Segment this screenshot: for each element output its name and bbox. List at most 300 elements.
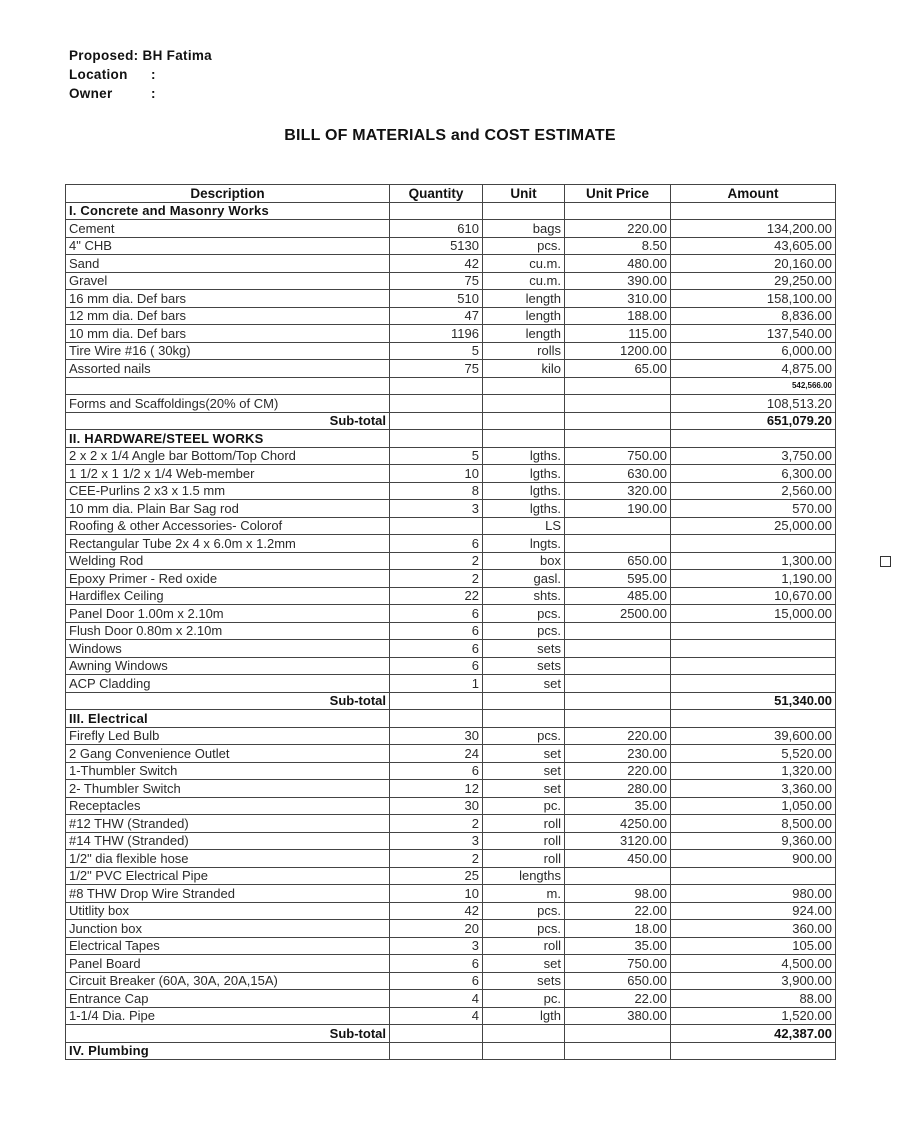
unit-price-cell (565, 430, 671, 448)
description-cell: Flush Door 0.80m x 2.10m (66, 622, 390, 640)
quantity-cell: 6 (390, 955, 483, 973)
unit-cell (483, 1042, 565, 1060)
amount-cell: 43,605.00 (671, 237, 836, 255)
unit-cell: pcs. (483, 622, 565, 640)
unit-cell: roll (483, 850, 565, 868)
unit-cell: pc. (483, 990, 565, 1008)
unit-cell: kilo (483, 360, 565, 378)
quantity-cell (390, 710, 483, 728)
unit-cell: set (483, 955, 565, 973)
proposed-value: BH Fatima (142, 48, 212, 63)
table-row (66, 465, 836, 483)
table-row (66, 990, 836, 1008)
unit-price-cell: 220.00 (565, 762, 671, 780)
table-row (66, 885, 836, 903)
table-row (66, 272, 836, 290)
section-row (66, 430, 836, 448)
amount-cell: 20,160.00 (671, 255, 836, 273)
unit-cell (483, 430, 565, 448)
quantity-cell: 6 (390, 640, 483, 658)
document-title: BILL OF MATERIALS and COST ESTIMATE (284, 127, 616, 144)
table-row (66, 780, 836, 798)
table-row (66, 727, 836, 745)
table-row (66, 675, 836, 693)
unit-cell: lengths (483, 867, 565, 885)
amount-cell: 42,387.00 (671, 1025, 836, 1043)
amount-cell: 570.00 (671, 500, 836, 518)
unit-price-cell: 595.00 (565, 570, 671, 588)
amount-cell: 3,750.00 (671, 447, 836, 465)
amount-cell: 980.00 (671, 885, 836, 903)
unit-price-cell: 650.00 (565, 972, 671, 990)
table-row (66, 342, 836, 360)
unit-cell: lgths. (483, 500, 565, 518)
unit-price-cell: 188.00 (565, 307, 671, 325)
unit-price-cell: 1200.00 (565, 342, 671, 360)
table-row (66, 587, 836, 605)
description-cell: Welding Rod (66, 552, 390, 570)
unit-cell: bags (483, 220, 565, 238)
quantity-cell: 3 (390, 832, 483, 850)
table-row (66, 745, 836, 763)
amount-cell: 158,100.00 (671, 290, 836, 308)
description-cell: Sand (66, 255, 390, 273)
unit-price-cell: 390.00 (565, 272, 671, 290)
amount-cell: 3,900.00 (671, 972, 836, 990)
amount-cell (671, 622, 836, 640)
unit-cell: pcs. (483, 237, 565, 255)
amount-cell: 9,360.00 (671, 832, 836, 850)
description-cell: Assorted nails (66, 360, 390, 378)
description-cell: 1 1/2 x 1 1/2 x 1/4 Web-member (66, 465, 390, 483)
table-row (66, 307, 836, 325)
table-row (66, 972, 836, 990)
unit-cell: set (483, 745, 565, 763)
unit-price-cell (565, 675, 671, 693)
amount-cell: 25,000.00 (671, 517, 836, 535)
description-cell: 1/2" dia flexible hose (66, 850, 390, 868)
unit-cell: lgths. (483, 447, 565, 465)
quantity-cell: 6 (390, 535, 483, 553)
unit-cell (483, 692, 565, 710)
description-cell: I. Concrete and Masonry Works (66, 202, 390, 220)
owner-separator: : (151, 86, 156, 101)
amount-cell: 51,340.00 (671, 692, 836, 710)
table-row (66, 920, 836, 938)
amount-cell: 39,600.00 (671, 727, 836, 745)
table-row (66, 447, 836, 465)
unit-price-cell: 115.00 (565, 325, 671, 343)
unit-cell: cu.m. (483, 255, 565, 273)
quantity-cell: 30 (390, 727, 483, 745)
amount-cell: 134,200.00 (671, 220, 836, 238)
table-row (66, 640, 836, 658)
amount-cell (671, 710, 836, 728)
unit-price-cell (565, 640, 671, 658)
quantity-cell: 47 (390, 307, 483, 325)
amount-cell: 10,670.00 (671, 587, 836, 605)
table-row (66, 290, 836, 308)
amount-cell: 29,250.00 (671, 272, 836, 290)
description-cell: Rectangular Tube 2x 4 x 6.0m x 1.2mm (66, 535, 390, 553)
unit-cell: gasl. (483, 570, 565, 588)
amount-cell: 2,560.00 (671, 482, 836, 500)
unit-cell: pcs. (483, 727, 565, 745)
section-row (66, 710, 836, 728)
quantity-cell (390, 202, 483, 220)
table-row (66, 255, 836, 273)
subtotal-row (66, 412, 836, 430)
amount-cell: 542,566.00 (671, 377, 836, 395)
quantity-cell: 75 (390, 272, 483, 290)
table-row (66, 850, 836, 868)
amount-cell (671, 640, 836, 658)
description-cell: Hardiflex Ceiling (66, 587, 390, 605)
table-body (66, 202, 836, 1060)
unit-price-cell: 98.00 (565, 885, 671, 903)
unit-price-cell: 320.00 (565, 482, 671, 500)
unit-price-cell (565, 692, 671, 710)
quantity-cell (390, 412, 483, 430)
unit-price-cell: 650.00 (565, 552, 671, 570)
amount-cell: 137,540.00 (671, 325, 836, 343)
unit-price-cell (565, 1042, 671, 1060)
unit-price-cell (565, 202, 671, 220)
unit-cell: rolls (483, 342, 565, 360)
amount-cell: 105.00 (671, 937, 836, 955)
amount-cell: 15,000.00 (671, 605, 836, 623)
quantity-cell: 3 (390, 500, 483, 518)
description-cell: 2- Thumbler Switch (66, 780, 390, 798)
unit-cell: box (483, 552, 565, 570)
description-cell: Sub-total (66, 1025, 390, 1043)
owner-label: Owner (69, 86, 113, 101)
unit-price-cell: 750.00 (565, 955, 671, 973)
table-row (66, 325, 836, 343)
quantity-cell: 5 (390, 342, 483, 360)
unit-cell: lgths. (483, 465, 565, 483)
quantity-cell: 20 (390, 920, 483, 938)
quantity-cell: 3 (390, 937, 483, 955)
amount-cell (671, 657, 836, 675)
unit-price-cell: 480.00 (565, 255, 671, 273)
unit-cell: m. (483, 885, 565, 903)
quantity-cell: 5 (390, 447, 483, 465)
description-cell: #12 THW (Stranded) (66, 815, 390, 833)
description-cell: 12 mm dia. Def bars (66, 307, 390, 325)
unit-price-cell: 750.00 (565, 447, 671, 465)
unit-price-cell: 280.00 (565, 780, 671, 798)
description-cell: #8 THW Drop Wire Stranded (66, 885, 390, 903)
unit-cell: roll (483, 832, 565, 850)
table-row (66, 867, 836, 885)
description-cell: Utitlity box (66, 902, 390, 920)
quantity-cell (390, 430, 483, 448)
table-row (66, 552, 836, 570)
quantity-cell: 510 (390, 290, 483, 308)
quantity-cell: 75 (390, 360, 483, 378)
unit-cell: length (483, 325, 565, 343)
unit-cell (483, 395, 565, 413)
unit-cell (483, 1025, 565, 1043)
amount-cell: 8,500.00 (671, 815, 836, 833)
description-cell: 4" CHB (66, 237, 390, 255)
amount-cell (671, 535, 836, 553)
description-cell: Panel Board (66, 955, 390, 973)
description-cell: Forms and Scaffoldings(20% of CM) (66, 395, 390, 413)
unit-price-cell: 4250.00 (565, 815, 671, 833)
unit-price-cell (565, 867, 671, 885)
amount-cell: 4,500.00 (671, 955, 836, 973)
unit-cell (483, 710, 565, 728)
unit-price-cell: 35.00 (565, 937, 671, 955)
unit-price-cell (565, 622, 671, 640)
description-cell: Tire Wire #16 ( 30kg) (66, 342, 390, 360)
description-cell: 10 mm dia. Def bars (66, 325, 390, 343)
amount-cell (671, 1042, 836, 1060)
description-cell: Roofing & other Accessories- Colorof (66, 517, 390, 535)
quantity-cell: 10 (390, 885, 483, 903)
description-cell: CEE-Purlins 2 x3 x 1.5 mm (66, 482, 390, 500)
quantity-cell: 2 (390, 850, 483, 868)
quantity-cell: 6 (390, 622, 483, 640)
description-cell: ACP Cladding (66, 675, 390, 693)
location-separator: : (151, 67, 156, 82)
table-row (66, 570, 836, 588)
unit-price-cell: 220.00 (565, 727, 671, 745)
unit-cell (483, 202, 565, 220)
amount-cell: 3,360.00 (671, 780, 836, 798)
description-cell (66, 377, 390, 395)
quantity-cell: 6 (390, 762, 483, 780)
unit-price-cell: 22.00 (565, 990, 671, 1008)
unit-price-cell (565, 412, 671, 430)
description-cell: 2 Gang Convenience Outlet (66, 745, 390, 763)
quantity-cell: 42 (390, 902, 483, 920)
description-cell: 1-1/4 Dia. Pipe (66, 1007, 390, 1025)
location-line (69, 65, 212, 84)
unit-cell: sets (483, 972, 565, 990)
unit-cell: lgth (483, 1007, 565, 1025)
checkbox[interactable] (880, 556, 891, 567)
quantity-cell: 1 (390, 675, 483, 693)
table-row (66, 237, 836, 255)
quantity-cell: 5130 (390, 237, 483, 255)
description-cell: Panel Door 1.00m x 2.10m (66, 605, 390, 623)
quantity-cell: 24 (390, 745, 483, 763)
description-cell: Sub-total (66, 412, 390, 430)
description-cell: Cement (66, 220, 390, 238)
unit-price-cell: 8.50 (565, 237, 671, 255)
description-cell: Receptacles (66, 797, 390, 815)
unit-price-cell: 22.00 (565, 902, 671, 920)
table-row (66, 937, 836, 955)
quantity-cell: 1196 (390, 325, 483, 343)
quantity-cell (390, 395, 483, 413)
quantity-cell: 2 (390, 570, 483, 588)
unit-cell: length (483, 307, 565, 325)
unit-cell: sets (483, 657, 565, 675)
quantity-cell: 4 (390, 1007, 483, 1025)
table-row (66, 657, 836, 675)
quantity-cell: 6 (390, 657, 483, 675)
amount-cell: 651,079.20 (671, 412, 836, 430)
unit-price-cell: 65.00 (565, 360, 671, 378)
table-row (66, 955, 836, 973)
unit-cell: length (483, 290, 565, 308)
unit-price-cell (565, 517, 671, 535)
amount-cell (671, 430, 836, 448)
unit-cell: pcs. (483, 605, 565, 623)
quantity-cell: 42 (390, 255, 483, 273)
unit-price-cell: 230.00 (565, 745, 671, 763)
unit-price-cell (565, 535, 671, 553)
table-row (66, 395, 836, 413)
unit-cell: pcs. (483, 920, 565, 938)
table-row (66, 797, 836, 815)
description-cell: Sub-total (66, 692, 390, 710)
quantity-cell: 610 (390, 220, 483, 238)
table-row (66, 815, 836, 833)
quantity-cell: 2 (390, 815, 483, 833)
unit-price-cell (565, 710, 671, 728)
description-cell: II. HARDWARE/STEEL WORKS (66, 430, 390, 448)
unit-price-cell: 220.00 (565, 220, 671, 238)
table-row (66, 500, 836, 518)
unit-price-cell: 485.00 (565, 587, 671, 605)
total-row (66, 377, 836, 395)
description-cell: Junction box (66, 920, 390, 938)
proposed-label: Proposed: (69, 48, 139, 63)
description-cell: 10 mm dia. Plain Bar Sag rod (66, 500, 390, 518)
unit-cell: set (483, 780, 565, 798)
amount-cell: 360.00 (671, 920, 836, 938)
quantity-cell: 2 (390, 552, 483, 570)
unit-price-cell: 35.00 (565, 797, 671, 815)
table-row (66, 1007, 836, 1025)
unit-price-cell (565, 657, 671, 675)
unit-price-cell: 380.00 (565, 1007, 671, 1025)
description-cell: 16 mm dia. Def bars (66, 290, 390, 308)
quantity-cell: 10 (390, 465, 483, 483)
description-cell: Gravel (66, 272, 390, 290)
quantity-cell: 6 (390, 605, 483, 623)
table-row (66, 605, 836, 623)
unit-price-cell (565, 1025, 671, 1043)
description-cell: Entrance Cap (66, 990, 390, 1008)
amount-cell (671, 867, 836, 885)
amount-cell: 108,513.20 (671, 395, 836, 413)
quantity-cell (390, 517, 483, 535)
description-cell: Awning Windows (66, 657, 390, 675)
unit-cell: pc. (483, 797, 565, 815)
amount-cell: 1,300.00 (671, 552, 836, 570)
unit-cell: set (483, 762, 565, 780)
quantity-cell (390, 1025, 483, 1043)
bill-of-materials-table (65, 184, 836, 1060)
table-row (66, 622, 836, 640)
amount-cell: 5,520.00 (671, 745, 836, 763)
unit-cell: LS (483, 517, 565, 535)
description-cell: III. Electrical (66, 710, 390, 728)
amount-cell: 1,320.00 (671, 762, 836, 780)
column-header-unit-price: Unit Price (565, 185, 671, 203)
amount-cell (671, 202, 836, 220)
unit-cell: lgths. (483, 482, 565, 500)
description-cell: Windows (66, 640, 390, 658)
unit-price-cell: 630.00 (565, 465, 671, 483)
subtotal-row (66, 692, 836, 710)
amount-cell: 924.00 (671, 902, 836, 920)
unit-price-cell (565, 377, 671, 395)
quantity-cell (390, 1042, 483, 1060)
amount-cell: 1,190.00 (671, 570, 836, 588)
amount-cell: 1,520.00 (671, 1007, 836, 1025)
amount-cell: 6,300.00 (671, 465, 836, 483)
column-header-amount: Amount (671, 185, 836, 203)
description-cell: Circuit Breaker (60A, 30A, 20A,15A) (66, 972, 390, 990)
table-row (66, 482, 836, 500)
quantity-cell: 25 (390, 867, 483, 885)
table-row (66, 220, 836, 238)
proposed-line (69, 46, 212, 65)
amount-cell: 88.00 (671, 990, 836, 1008)
amount-cell: 8,836.00 (671, 307, 836, 325)
table-row (66, 832, 836, 850)
quantity-cell: 4 (390, 990, 483, 1008)
section-row (66, 1042, 836, 1060)
unit-cell (483, 412, 565, 430)
quantity-cell (390, 692, 483, 710)
quantity-cell: 8 (390, 482, 483, 500)
amount-cell: 900.00 (671, 850, 836, 868)
amount-cell (671, 675, 836, 693)
unit-price-cell: 3120.00 (565, 832, 671, 850)
unit-price-cell (565, 395, 671, 413)
unit-cell: sets (483, 640, 565, 658)
description-cell: Firefly Led Bulb (66, 727, 390, 745)
table-row (66, 535, 836, 553)
unit-cell: shts. (483, 587, 565, 605)
unit-price-cell: 2500.00 (565, 605, 671, 623)
subtotal-row (66, 1025, 836, 1043)
description-cell: 1-Thumbler Switch (66, 762, 390, 780)
unit-price-cell: 310.00 (565, 290, 671, 308)
table-row (66, 517, 836, 535)
description-cell: Epoxy Primer - Red oxide (66, 570, 390, 588)
table-row (66, 762, 836, 780)
document-header (69, 46, 212, 103)
unit-cell: roll (483, 815, 565, 833)
owner-line (69, 84, 212, 103)
unit-cell: lngts. (483, 535, 565, 553)
column-header-description: Description (66, 185, 390, 203)
unit-price-cell: 450.00 (565, 850, 671, 868)
unit-cell: roll (483, 937, 565, 955)
quantity-cell: 22 (390, 587, 483, 605)
unit-cell: set (483, 675, 565, 693)
section-row (66, 202, 836, 220)
unit-cell: cu.m. (483, 272, 565, 290)
description-cell: 1/2" PVC Electrical Pipe (66, 867, 390, 885)
unit-cell: pcs. (483, 902, 565, 920)
amount-cell: 1,050.00 (671, 797, 836, 815)
amount-cell: 4,875.00 (671, 360, 836, 378)
quantity-cell: 6 (390, 972, 483, 990)
column-header-quantity: Quantity (390, 185, 483, 203)
unit-price-cell: 18.00 (565, 920, 671, 938)
amount-cell: 6,000.00 (671, 342, 836, 360)
